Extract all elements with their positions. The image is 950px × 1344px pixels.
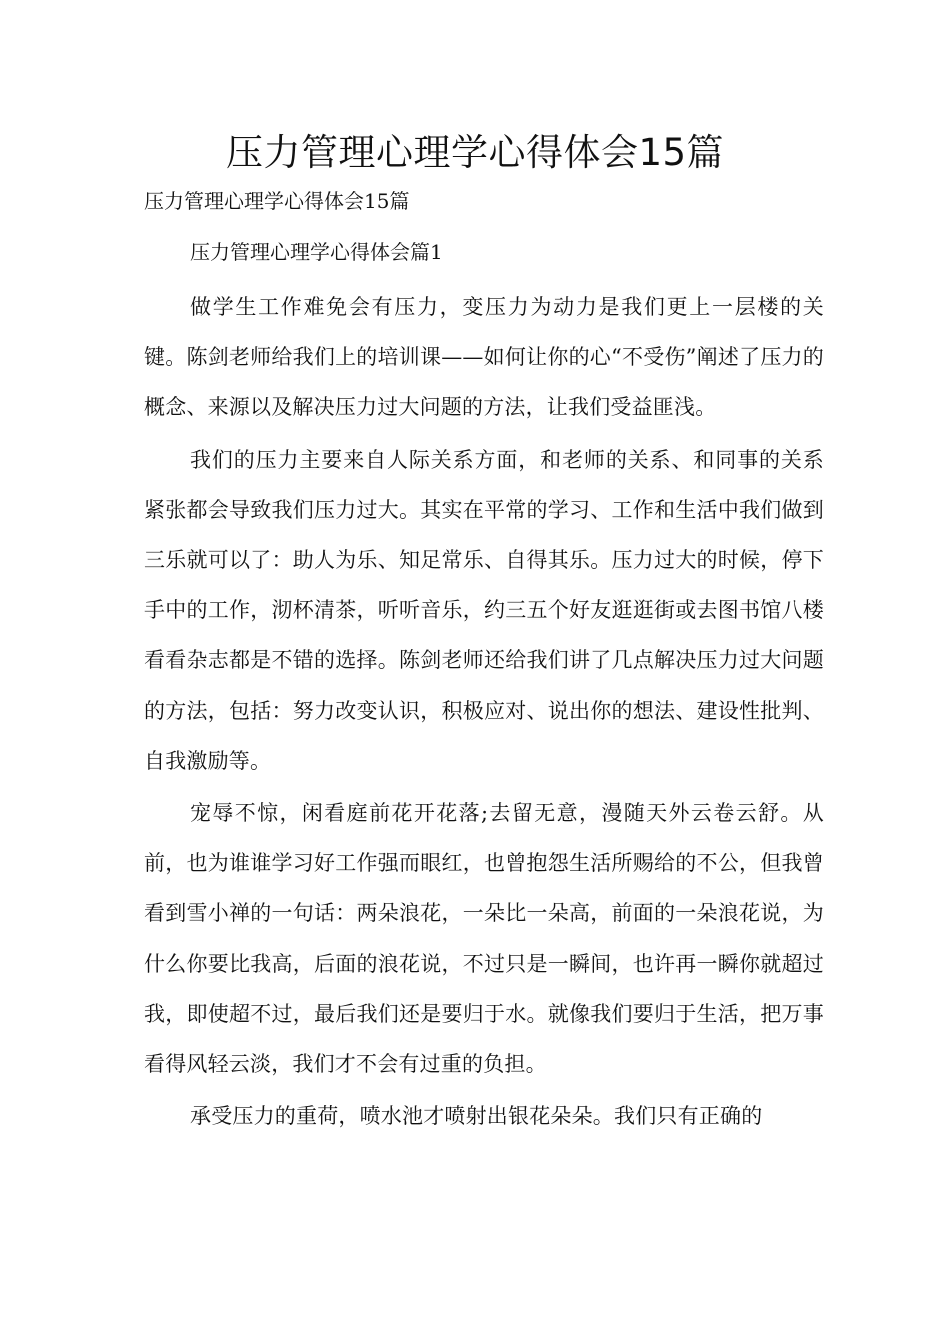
paragraph: 承受压力的重荷，喷水池才喷射出银花朵朵。我们只有正确的 <box>190 1104 763 1129</box>
document-subtitle: 压力管理心理学心得体会15篇 <box>144 189 410 213</box>
paragraph: 宠辱不惊，闲看庭前花开花落;去留无意，漫随天外云卷云舒。从前，也为谁谁学习好工作强而眼红，也曾抱怨生活所赐给的不公，但我曾看到雪小禅的一句话：两朵浪花，一朵比一朵高，前面的一朵浪花说，为什么你要比我高，后面的浪花说，不过只是一瞬间，也许再一瞬你就超过我，即使超不过，最后我们还是要归于水。就像我们要归于生活，把万事看得风轻云淡，我们才不会有过重的负担。 <box>144 801 824 1077</box>
section-heading: 压力管理心理学心得体会篇1 <box>190 240 443 264</box>
document-title: 压力管理心理学心得体会15篇 <box>225 131 725 174</box>
paragraph: 我们的压力主要来自人际关系方面，和老师的关系、和同事的关系紧张都会导致我们压力过大。其实在平常的学习、工作和生活中我们做到三乐就可以了：助人为乐、知足常乐、自得其乐。压力过大的时候，停下手中的工作，沏杯清茶，听听音乐，约三五个好友逛逛街或去图书馆八楼看看杂志都是不错的选择。陈剑老师还给我们讲了几点解决压力过大问题的方法，包括：努力改变认识，积极应对、说出你的想法、建设性批判、自我激励等。 <box>144 447 824 773</box>
paragraph: 做学生工作难免会有压力，变压力为动力是我们更上一层楼的关键。陈剑老师给我们上的培训课——如何让你的心“不受伤”阐述了压力的概念、来源以及解决压力过大问题的方法，让我们受益匪浅。 <box>144 295 824 420</box>
body-text <box>144 282 824 1143</box>
